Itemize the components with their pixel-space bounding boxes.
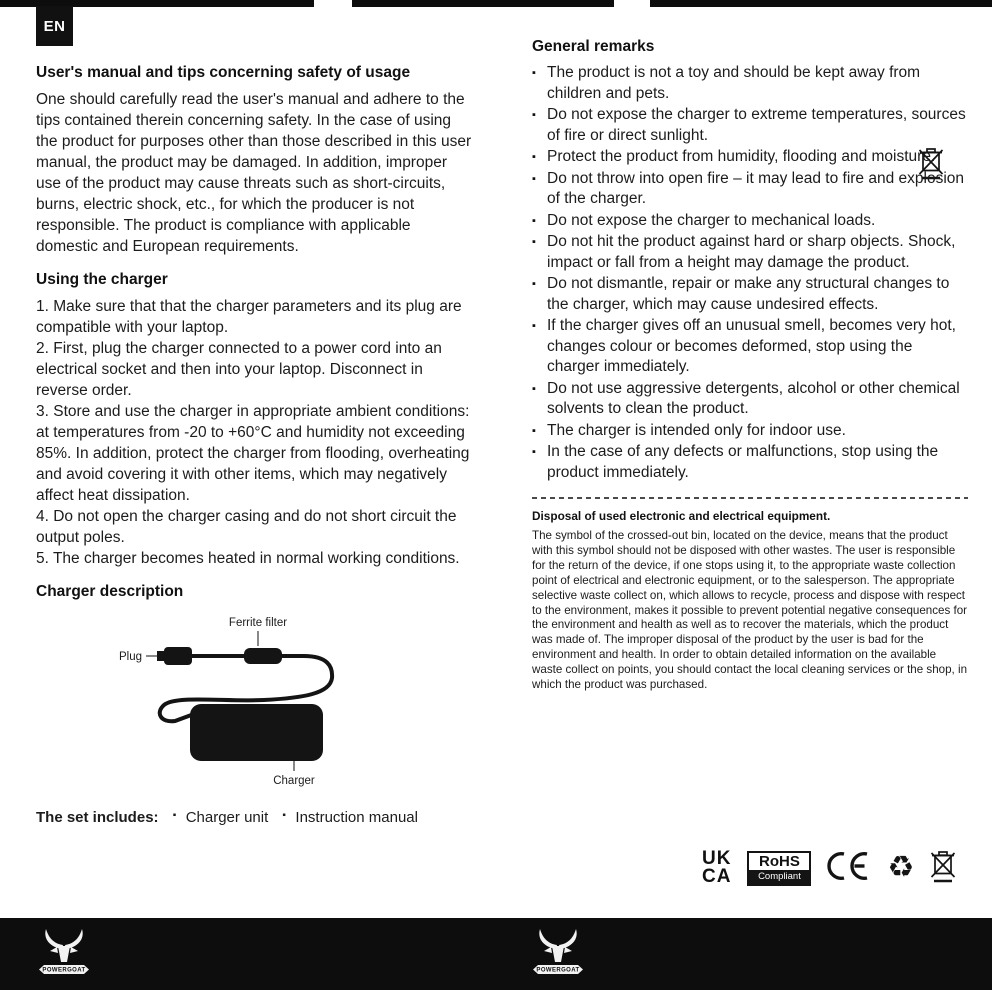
section-title-general-remarks: General remarks	[532, 38, 655, 55]
section-title-charger-description: Charger description	[36, 583, 184, 600]
section-general-remarks	[532, 38, 968, 483]
language-badge	[36, 6, 73, 46]
rohs-mark-subtitle: Compliant	[749, 870, 809, 884]
right-column	[532, 38, 968, 707]
rohs-mark	[747, 851, 811, 886]
remark-item: ▪ Do not expose the charger to extreme temperatures, sources of fire or direct sunlight.	[532, 105, 968, 146]
language-badge-label: EN	[43, 17, 66, 35]
set-includes-line	[36, 809, 472, 826]
diagram-label-charger: Charger	[273, 775, 315, 787]
section-safety	[36, 64, 472, 257]
using-step: 5. The charger becomes heated in normal working conditions.	[36, 550, 460, 567]
compliance-marks-row	[702, 845, 964, 891]
remark-item: ▪ Do not throw into open fire – it may lead to fire and explosion of the charger.	[532, 169, 968, 210]
powergoat-logo-text: POWERGOAT	[42, 967, 86, 974]
section-disposal	[532, 509, 968, 693]
remark-item: ▪ The charger is intended only for indoor use.	[532, 421, 968, 442]
ukca-mark-bottom: CA	[702, 866, 732, 887]
remark-item: ▪ If the charger gives off an unusual smell, becomes very hot, changes colour or becomes deformed, stop using the charger immediately.	[532, 316, 968, 378]
set-includes-item: ▪ Charger unit	[173, 809, 269, 826]
using-step: 2. First, plug the charger connected to a power cord into an electrical socket and then into your laptop. Disconnect in reverse order.	[36, 340, 442, 399]
footer-bar	[0, 918, 992, 990]
using-step: 1. Make sure that that the charger parameters and its plug are compatible with your laptop.	[36, 298, 462, 336]
top-edge-strip	[352, 0, 614, 7]
section-charger-description	[36, 583, 472, 793]
top-edge-strip	[650, 0, 992, 7]
disposal-paragraph: The symbol of the crossed-out bin, located on the device, means that the product with this symbol should not be disposed with other wastes. The user is responsible for the return of the device, if one stops using it, to the appropriate waste collection point of electrical and electronic equipment, or to the salesperson. The appropriate selective waste collect on, which allows to recycle, process and dispose with respect to the environment, makes it possible to prevent potential negative consequences for the environment and health as well as to recover the materials, which the product was made of. The improper disposal of the product by the user is bad for the environment and health. In order to obtain detailed information on the available waste collect on points, you should contact the local cleaning services or the shop, in which the product was purchased.	[532, 529, 968, 692]
remark-item: ▪ Protect the product from humidity, flooding and moisture.	[532, 147, 968, 168]
ce-mark-icon	[827, 851, 871, 886]
remark-item: ▪ Do not use aggressive detergents, alcohol or other chemical solvents to clean the product.	[532, 379, 968, 420]
ferrite-filter-graphic	[244, 648, 282, 664]
dashed-divider	[532, 497, 968, 499]
remark-item: ▪ The product is not a toy and should be kept away from children and pets.	[532, 63, 968, 104]
weee-bin-icon	[930, 849, 956, 888]
remark-item: ▪ Do not hit the product against hard or sharp objects. Shock, impact or fall from a height may damage the product.	[532, 232, 968, 273]
ukca-mark	[702, 847, 732, 887]
charger-diagram	[36, 608, 472, 793]
remark-item: ▪ Do not dismantle, repair or make any structural changes to the charger, which may cause undesired effects.	[532, 274, 968, 315]
diagram-label-plug: Plug	[118, 651, 142, 663]
powergoat-logo	[36, 927, 92, 986]
set-includes-item: ▪ Instruction manual	[282, 809, 418, 826]
remark-item: ▪ In the case of any defects or malfunctions, stop using the product immediately.	[532, 442, 968, 483]
powergoat-logo-text: POWERGOAT	[536, 967, 580, 974]
powergoat-logo	[530, 927, 586, 986]
safety-paragraph: One should carefully read the user's manual and adhere to the tips contained therein concerning safety. In the case of using the product for purposes other than those described in this user manual, the product may be damaged. In addition, improper use of the product may cause threats such as short-circuits, burns, electric shock, etc., for which the producer is not responsible. The product is compliance with applicable domestic and European requirements.	[36, 91, 472, 255]
remark-item: ▪ Do not expose the charger to mechanical loads.	[532, 211, 968, 232]
section-title-safety: User's manual and tips concerning safety of usage	[36, 64, 411, 81]
section-using-charger	[36, 271, 472, 569]
charger-body-graphic	[190, 704, 323, 761]
diagram-label-ferrite-filter: Ferrite filter	[228, 617, 288, 629]
ukca-mark-top: UK	[702, 847, 732, 869]
set-includes-label: The set includes:	[36, 809, 159, 826]
using-step: 3. Store and use the charger in appropriate ambient conditions: at temperatures from -20 to +60°C and humidity not exceeding 85%. In addition, protect the charger from flooding, overheating and avoid covering it with other items, which may negatively affect heat dissipation.	[36, 403, 470, 504]
recycle-icon: ♻	[887, 850, 915, 885]
left-column	[36, 64, 472, 826]
rohs-mark-title: RoHS	[759, 852, 800, 870]
using-step: 4. Do not open the charger casing and do not short circuit the output poles.	[36, 508, 457, 546]
disposal-title: Disposal of used electronic and electrical equipment.	[532, 509, 831, 523]
plug-graphic	[157, 647, 192, 665]
section-title-using-charger: Using the charger	[36, 271, 168, 288]
general-remarks-list	[532, 63, 968, 483]
